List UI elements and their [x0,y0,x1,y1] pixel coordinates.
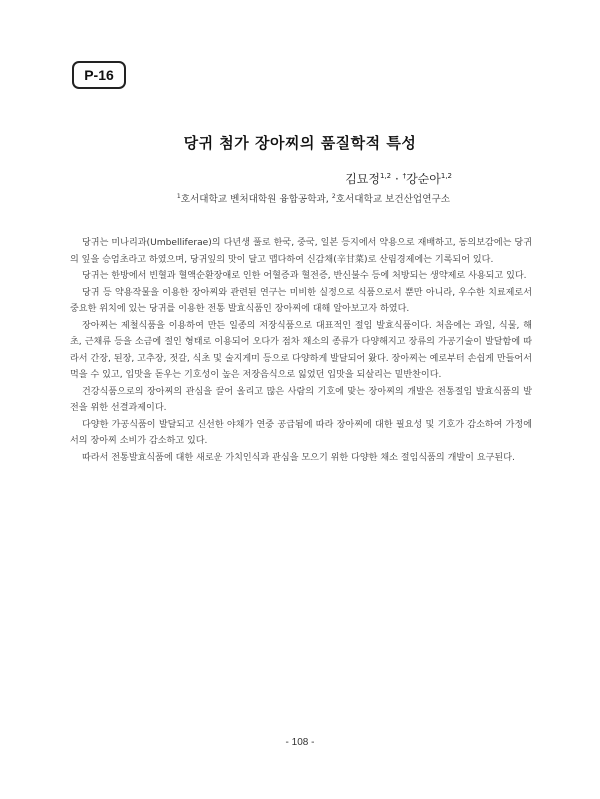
corresponding-author-mark: † [402,172,407,180]
author-name: 강순아 [406,172,441,186]
paragraph: 장아찌는 제철식품을 이용하여 만든 일종의 저장식품으로 대표적인 절임 발효식품이다. 처음에는 과일, 식물, 해초, 근채류 등을 소금에 절인 형태로 이용되어 오다가 점차 채소의 종류가 다양해지고 장류의 가공기술이 발달함에 따라서 간장, 된장, 고추장, 젓갈, 식초 및 술지게미 등으로 다양하게 발달되어 왔다. 장아찌는 예로부터 손쉽게 만들어서 먹을 수 있고, 입맛을 돋우는 기호성이 높은 저장음식으로 잃었던 입맛을 되살리는 밑반찬이다. [70,320,532,380]
affiliation-text: 호서대학교 벤처대학원 융합공학과, [180,194,332,205]
paper-title: 당귀 첨가 장아찌의 품질학적 특성 [183,134,417,152]
author-affiliation-mark: 1,2 [440,172,452,180]
author-separator: · [391,172,403,186]
affiliation-line [177,191,450,205]
paragraph: 당귀 등 약용작물을 이용한 장아찌와 관련된 연구는 미비한 실정으로 식품으로서 뿐만 아니라, 우수한 치료제로서 중요한 위치에 있는 당귀를 이용한 전통 발효식품인 장아찌에 대해 알아보고자 하였다. [70,287,532,314]
paragraph: 당귀는 한방에서 빈혈과 혈액순환장애로 인한 어혈증과 혈전증, 반신불수 등에 처방되는 생약제로 사용되고 있다. [82,271,527,281]
affiliation-mark: 2 [331,192,336,200]
author-affiliation-mark: 1,2 [379,172,392,180]
page-number: - 108 - [285,737,315,748]
author-line [345,170,452,187]
author-name: 김묘정 [345,172,380,186]
paragraph: 건강식품으로의 장아찌의 관심을 끌어 올리고 많은 사람의 기호에 맞는 장아찌의 개발은 전통절임 발효식품의 발전을 위한 선결과제이다. [70,386,532,413]
affiliation-mark: 1 [176,192,181,200]
abstract-body [70,235,532,466]
paragraph: 당귀는 미나리과(Umbelliferae)의 다년생 풀로 한국, 중국, 일본 등지에서 약용으로 재배하고, 동의보감에는 당귀의 잎을 승엄초라고 하였으며, 당귀잎의 맛이 달고 맵다하여 신감채(辛甘菜)로 산림경제에는 기록되어 있다. [70,238,532,265]
session-code-badge: P-16 [72,61,126,89]
paragraph: 따라서 전통발효식품에 대한 새로운 가치인식과 관심을 모으기 위한 다양한 채소 절임식품의 개발이 요구된다. [82,452,515,463]
affiliation-text: 호서대학교 보건산업연구소 [335,194,450,205]
paragraph: 다양한 가공식품이 발달되고 신선한 야채가 연중 공급됨에 따라 장아찌에 대한 필요성 및 기호가 감소하여 가정에서의 장아찌 소비가 감소하고 있다. [70,419,532,446]
